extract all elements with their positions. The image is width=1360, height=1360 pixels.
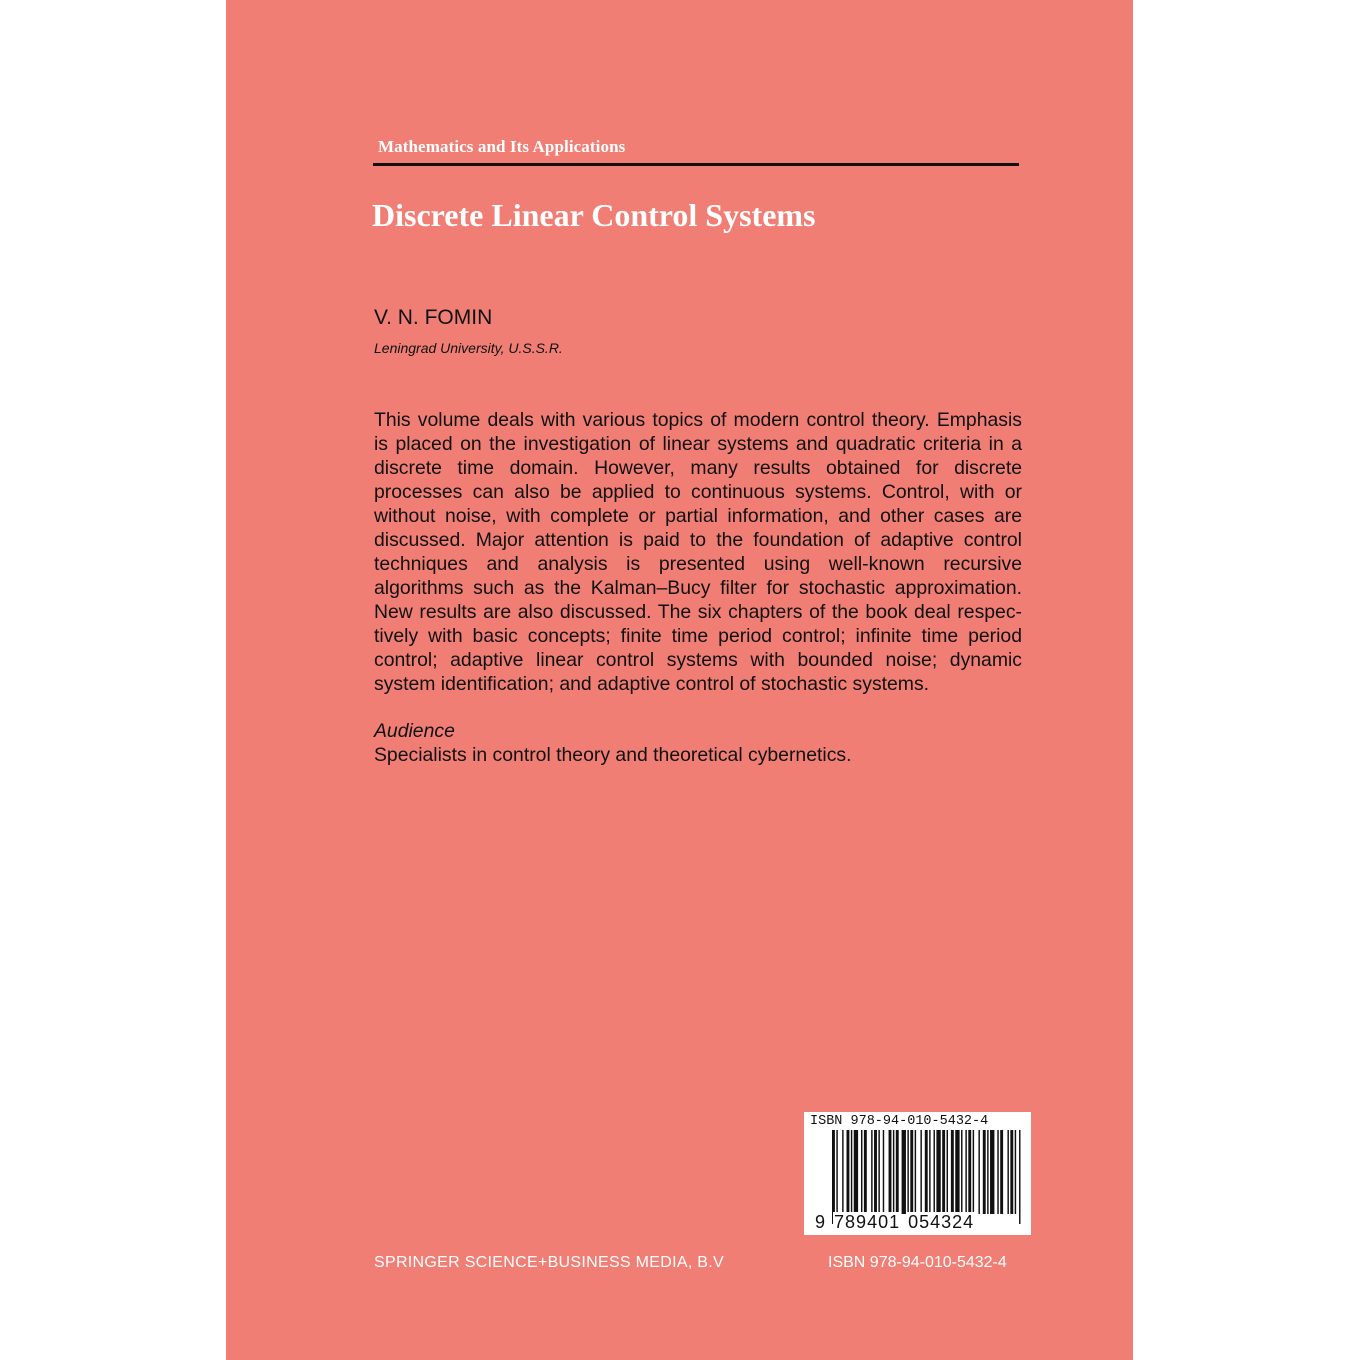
- book-description: This volume deals with various topics of modern control theory. Emphasis is placed on the investigation of linear systems and quadratic criteria in a discrete time domain. However, many results obtained for discrete processes can also be applied to continuous systems. Control, with or without noise, with complete or partial information, and other cases are discussed. Major attention is paid to the foundation of adaptive control techniques and analysis is presented using well-known recursive algorithms such as the Kalman–Bucy filter for stochastic approximation. New results are also discussed. The six chapters of the book deal respectively with basic concepts; finite time period control; infinite time period control; adaptive linear control systems with bounded noise; dynamic system identification; and adaptive control of stochastic systems.: [374, 409, 1022, 695]
- audience-heading: Audience: [374, 720, 455, 742]
- book-title: Discrete Linear Control Systems: [372, 197, 816, 233]
- barcode-bars: [832, 1130, 1024, 1224]
- isbn-footer: ISBN 978-94-010-5432-4: [828, 1254, 1007, 1271]
- barcode-digits: [814, 1212, 975, 1233]
- series-name: Mathematics and Its Applications: [378, 137, 626, 156]
- barcode-isbn-label: ISBN 978-94-010-5432-4: [810, 1114, 989, 1129]
- audience-text: Specialists in control theory and theoretical cybernetics.: [374, 744, 852, 766]
- series-rule: [373, 163, 1019, 166]
- barcode-digits-left: 789401: [834, 1212, 901, 1232]
- publisher-name: SPRINGER SCIENCE+BUSINESS MEDIA, B.V: [374, 1254, 724, 1271]
- author-affiliation: Leningrad University, U.S.S.R.: [374, 340, 563, 356]
- author-name: V. N. FOMIN: [374, 306, 493, 329]
- barcode-digit-first: 9: [815, 1212, 827, 1232]
- barcode: [804, 1112, 1031, 1235]
- barcode-digits-right: 054324: [908, 1212, 975, 1232]
